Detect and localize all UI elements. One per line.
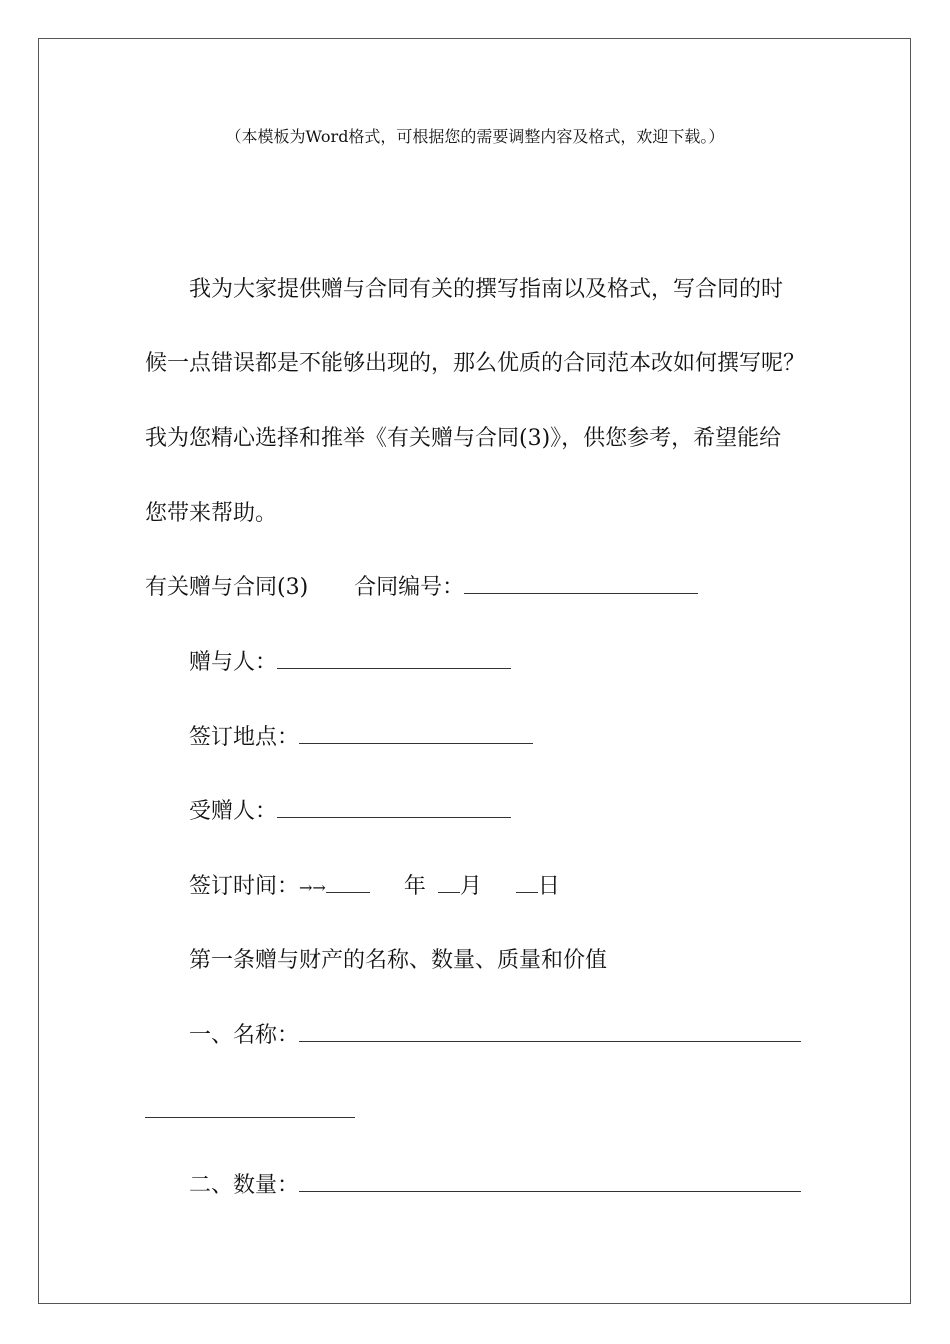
place-row: [189, 723, 533, 753]
item1-blank: [299, 1021, 801, 1042]
donor-row: [189, 648, 511, 678]
year-label: 年: [403, 874, 426, 899]
item1-continuation-blank: [145, 1117, 355, 1118]
month-label: 月: [459, 874, 482, 899]
day-blank: [516, 872, 538, 893]
item1-row: [189, 1021, 801, 1051]
day-label: 日: [537, 874, 560, 899]
contract-number-blank: [464, 573, 698, 594]
item2-label: 二、数量：: [189, 1173, 300, 1198]
donor-blank: [277, 648, 511, 669]
article1-title: 第一条赠与财产的名称、数量、质量和价值: [189, 948, 608, 973]
time-blank-1: [326, 872, 370, 893]
time-label: 签订时间：: [189, 874, 300, 899]
intro-line-4: 您带来帮助。: [145, 501, 278, 526]
place-blank: [299, 723, 533, 744]
donee-row: [189, 797, 511, 827]
contract-title-row: [145, 573, 698, 603]
place-label: 签订地点：: [189, 725, 300, 750]
contract-number-label: 合同编号：: [354, 575, 465, 600]
intro-line-2: 候一点错误都是不能够出现的，那么优质的合同范本改如何撰写呢？: [145, 351, 806, 376]
donee-label: 受赠人：: [189, 799, 278, 824]
item2-row: [189, 1171, 801, 1201]
item2-blank: [299, 1171, 801, 1192]
donor-label: 赠与人：: [189, 650, 278, 675]
time-dashes: →→: [299, 878, 326, 897]
contract-title: 有关赠与合同(3): [145, 575, 309, 600]
donee-blank: [277, 797, 511, 818]
item1-label: 一、名称：: [189, 1023, 300, 1048]
template-note: （本模板为Word格式，可根据您的需要调整内容及格式，欢迎下载。）: [225, 127, 725, 146]
month-blank: [438, 872, 460, 893]
intro-line-3: 我为您精心选择和推举《有关赠与合同(3)》，供您参考，希望能给: [145, 426, 782, 451]
time-row: [189, 872, 560, 903]
intro-line-1: 我为大家提供赠与合同有关的撰写指南以及格式，写合同的时: [189, 277, 784, 302]
